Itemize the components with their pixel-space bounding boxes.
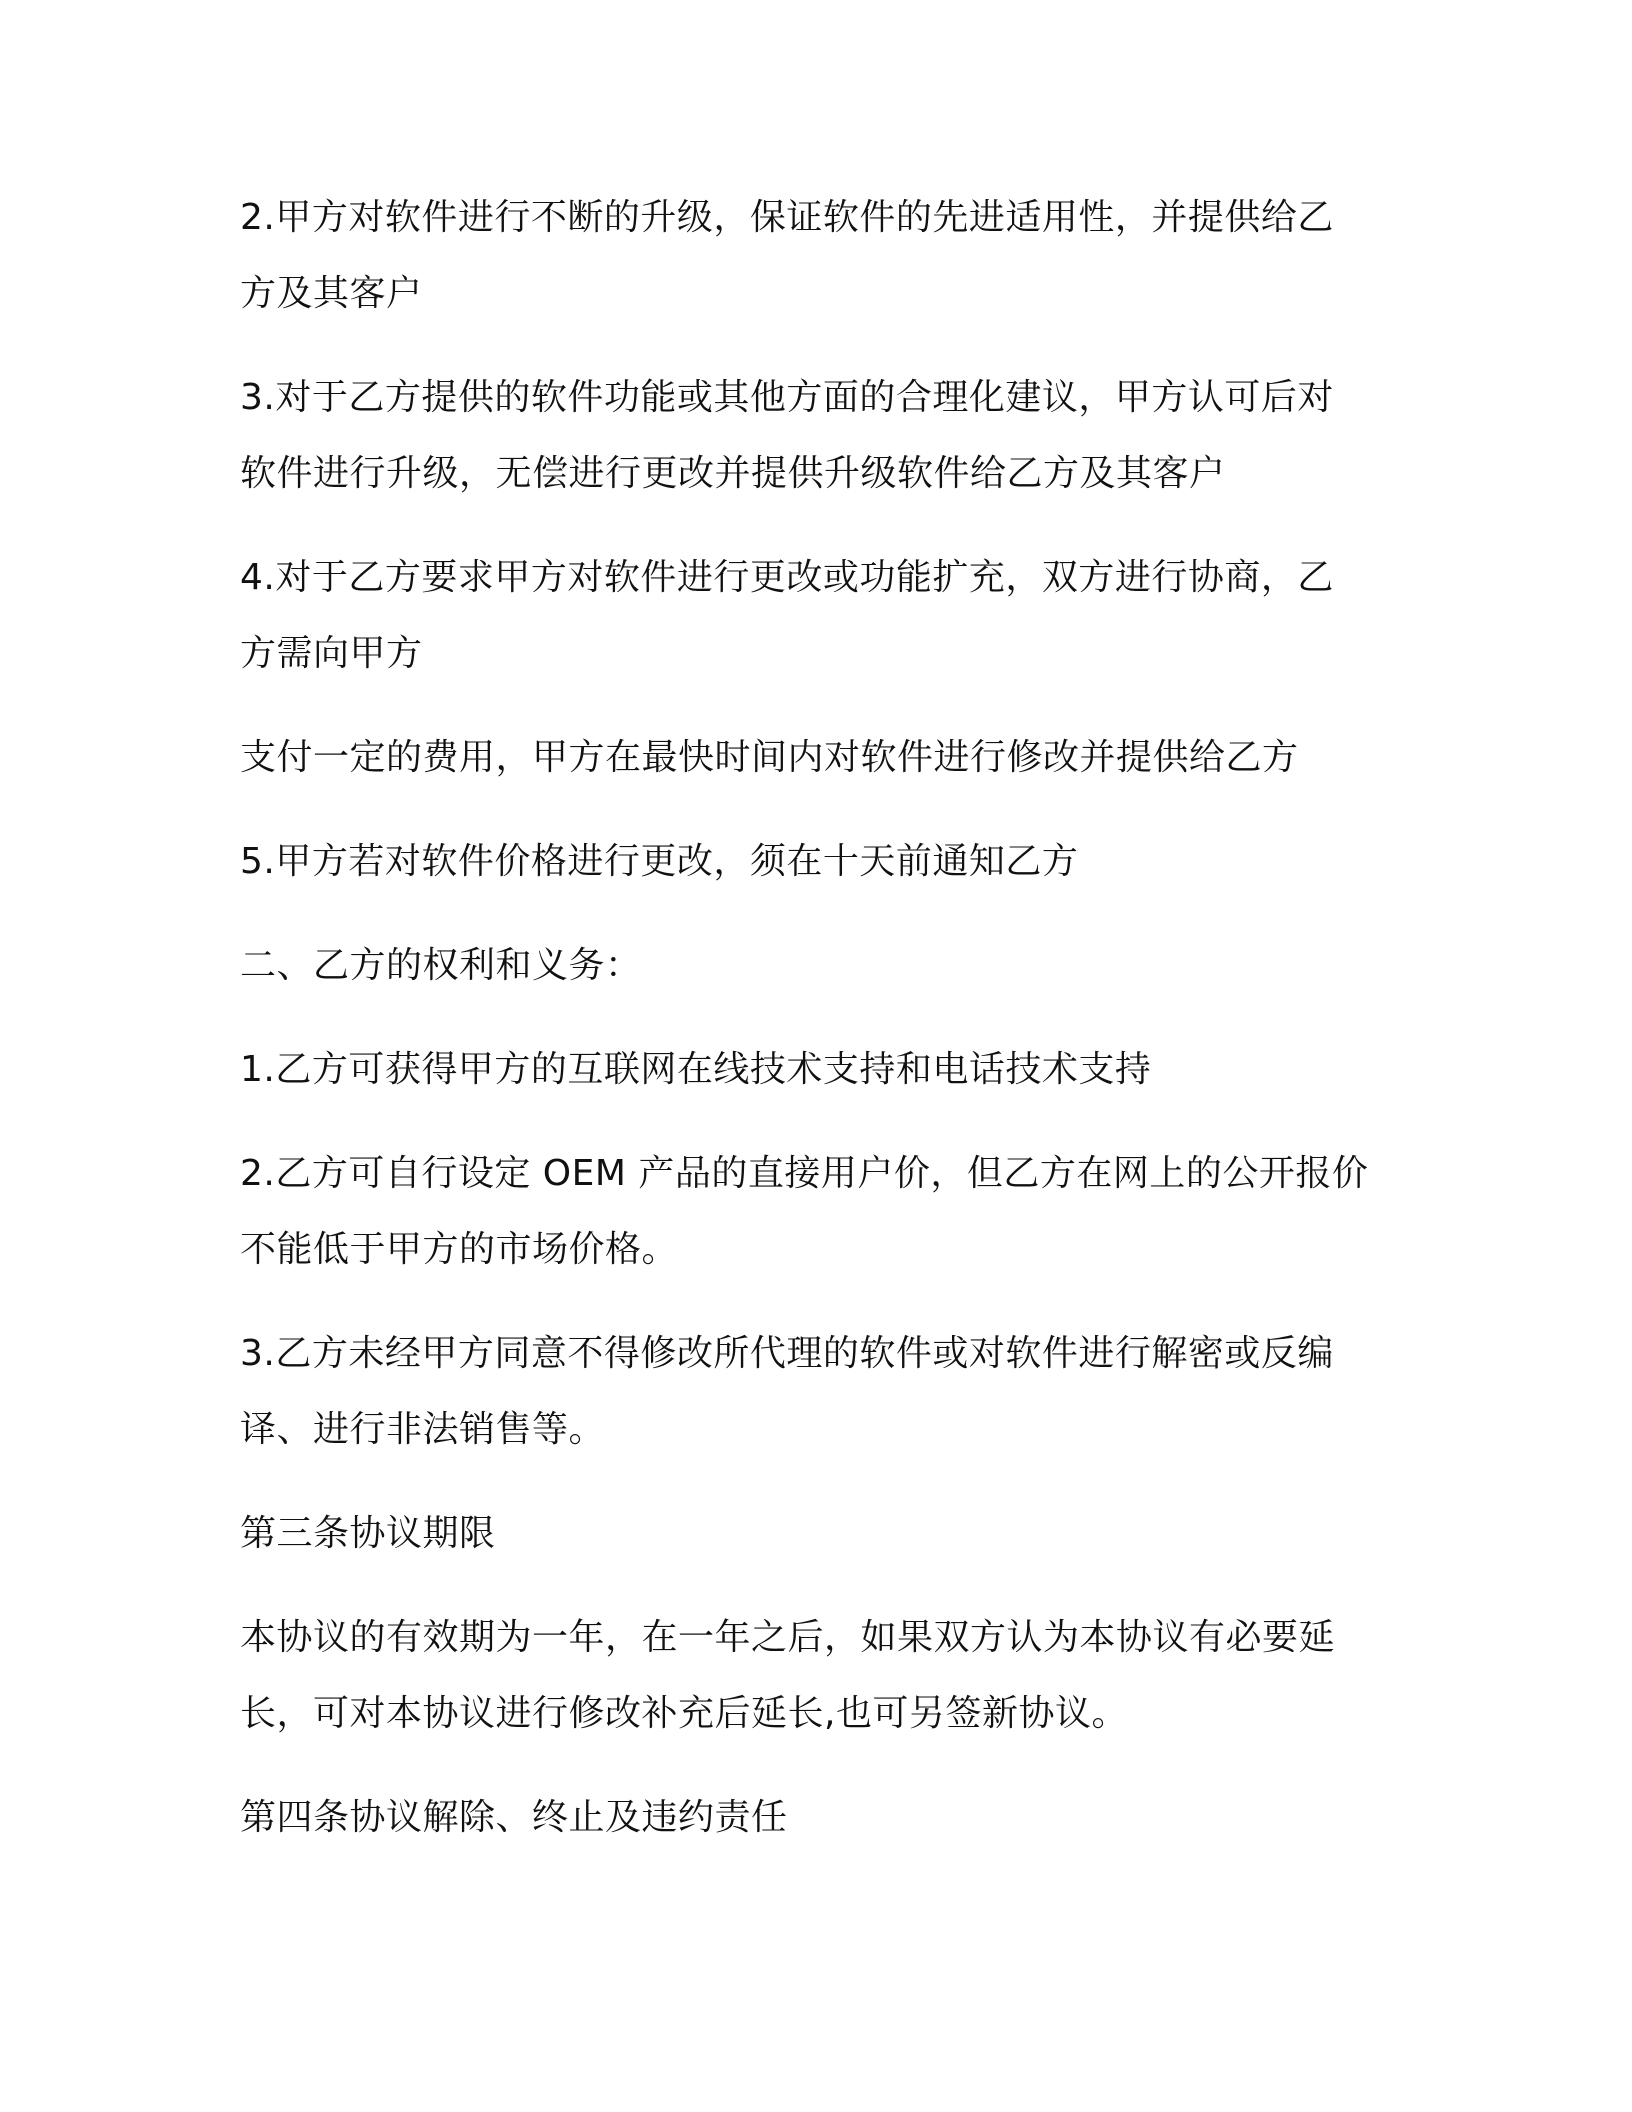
article-heading: 第三条协议期限 [240,1513,496,1554]
text-line: 方需向甲方 [240,633,423,674]
text-line: 5.甲方若对软件价格进行更改，须在十天前通知乙方 [240,841,1079,882]
text-line: 长，可对本协议进行修改补充后延长,也可另签新协议。 [240,1693,1128,1734]
text-line: 软件进行升级，无偿进行更改并提供升级软件给乙方及其客户 [240,453,1226,494]
text-line: 1.乙方可获得甲方的互联网在线技术支持和电话技术支持 [240,1049,1152,1090]
text-line: 不能低于甲方的市场价格。 [240,1229,679,1270]
section-heading: 二、乙方的权利和义务： [240,945,642,986]
text-line: 3.对于乙方提供的软件功能或其他方面的合理化建议，甲方认可后对 [240,377,1334,418]
text-line: 方及其客户 [240,273,423,314]
text-line: 2.甲方对软件进行不断的升级，保证软件的先进适用性，并提供给乙 [240,197,1334,238]
text-line: 2.乙方可自行设定 OEM 产品的直接用户价，但乙方在网上的公开报价 [240,1153,1369,1194]
article-heading: 第四条协议解除、终止及违约责任 [240,1797,788,1838]
text-line: 4.对于乙方要求甲方对软件进行更改或功能扩充，双方进行协商，乙 [240,557,1334,598]
text-line: 支付一定的费用，甲方在最快时间内对软件进行修改并提供给乙方 [240,737,1299,778]
text-line: 本协议的有效期为一年，在一年之后，如果双方认为本协议有必要延 [240,1617,1336,1658]
text-line: 3.乙方未经甲方同意不得修改所代理的软件或对软件进行解密或反编 [240,1333,1334,1374]
text-line: 译、进行非法销售等。 [240,1409,606,1450]
